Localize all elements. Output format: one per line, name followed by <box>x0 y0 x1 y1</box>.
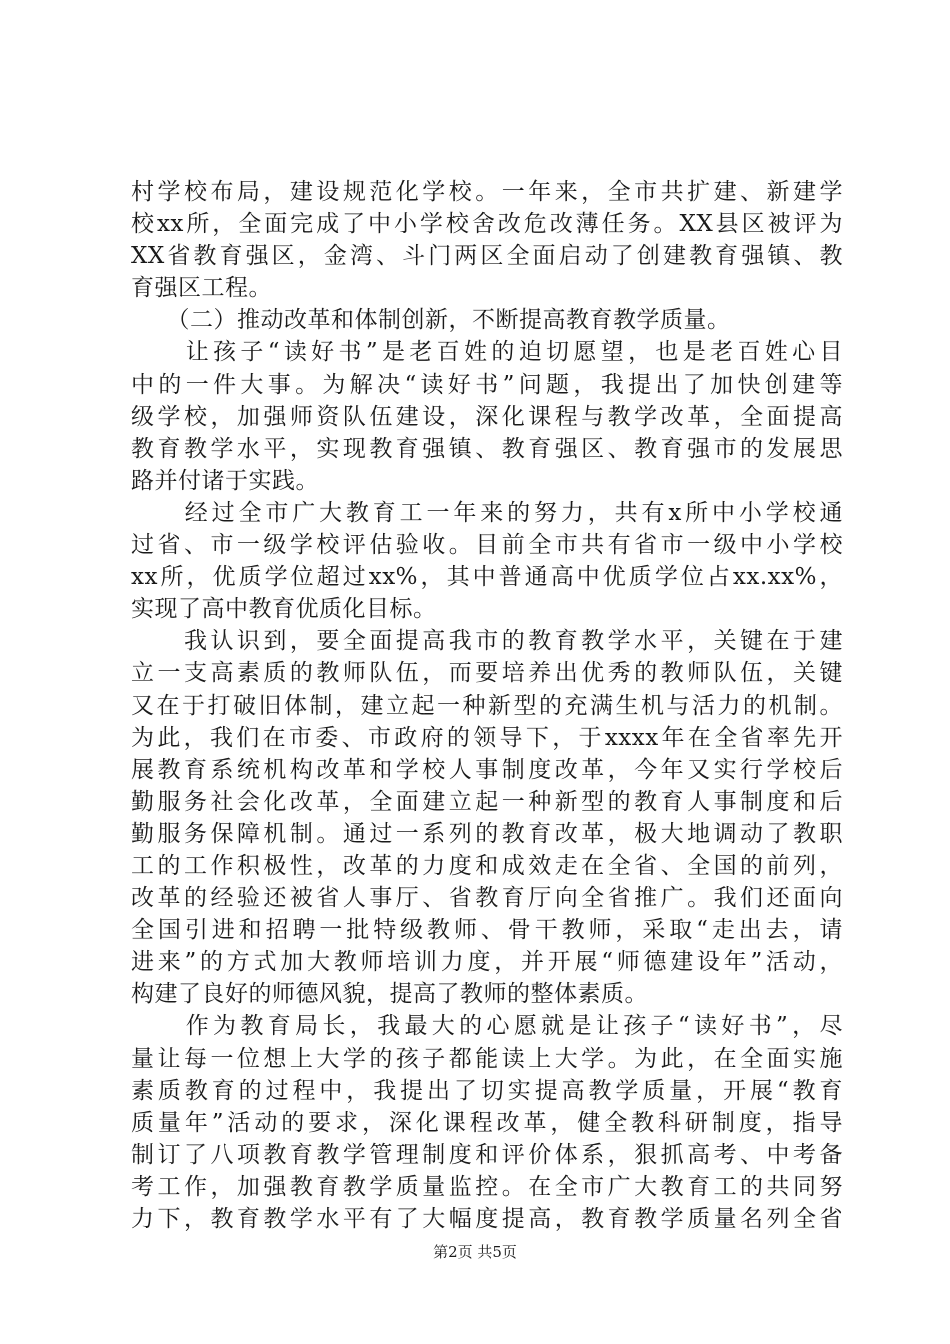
text-line: 制订了八项教育教学管理制度和评价体系，狠抓高考、中考备 <box>131 1141 843 1168</box>
text-line: 展教育系统机构改革和学校人事制度改革，今年又实行学校后 <box>131 756 843 783</box>
text-line: 路并付诸于实践。 <box>131 467 319 494</box>
page-number-footer: 第2页 共5页 <box>433 1243 517 1261</box>
text-line: 校xx所，全面完成了中小学校舍改危改薄任务。XX县区被评为 <box>131 211 843 238</box>
text-line: 过省、市一级学校评估验收。目前全市共有省市一级中小学校 <box>131 532 843 559</box>
text-line: 育强区工程。 <box>131 275 272 302</box>
text-line: 质量年”活动的要求，深化课程改革，健全教科研制度，指导 <box>131 1109 843 1136</box>
text-line: 进来”的方式加大教师培训力度，并开展“师德建设年”活动， <box>131 949 843 976</box>
text-line: 构建了良好的师德风貌，提高了教师的整体素质。 <box>131 981 648 1008</box>
text-line: 工的工作积极性，改革的力度和成效走在全省、全国的前列， <box>131 852 843 879</box>
text-line: 为此，我们在市委、市政府的领导下，于xxxx年在全省率先开 <box>131 724 843 751</box>
text-line: 考工作，加强教育教学质量监控。在全市广大教育工的共同努 <box>131 1173 843 1200</box>
text-line: 又在于打破旧体制，建立起一种新型的充满生机与活力的机制。 <box>131 692 843 719</box>
text-line: 级学校，加强师资队伍建设，深化课程与教学改革，全面提高 <box>131 403 843 430</box>
text-line: 教育教学水平，实现教育强镇、教育强区、教育强市的发展思 <box>131 435 843 462</box>
text-line: （二）推动改革和体制创新，不断提高教育教学质量。 <box>131 307 731 334</box>
text-line: 勤服务社会化改革，全面建立起一种新型的教育人事制度和后 <box>131 788 843 815</box>
text-line: 力下，教育教学水平有了大幅度提高，教育教学质量名列全省 <box>131 1206 843 1232</box>
text-line: 让孩子“读好书”是老百姓的迫切愿望，也是老百姓心目 <box>131 339 843 366</box>
text-line: 勤服务保障机制。通过一系列的教育改革，极大地调动了教职 <box>131 820 843 847</box>
text-line: 实现了高中教育优质化目标。 <box>131 596 437 623</box>
text-line: 作为教育局长，我最大的心愿就是让孩子“读好书”，尽 <box>131 1013 843 1040</box>
text-line: 中的一件大事。为解决“读好书”问题，我提出了加快创建等 <box>131 371 843 398</box>
text-line: xx所，优质学位超过xx%，其中普通高中优质学位占xx.xx%， <box>131 564 843 591</box>
text-line: 全国引进和招聘一批特级教师、骨干教师，采取“走出去，请 <box>131 917 843 944</box>
text-line: 改革的经验还被省人事厅、省教育厅向全省推广。我们还面向 <box>131 885 843 912</box>
text-line: 立一支高素质的教师队伍，而要培养出优秀的教师队伍，关键 <box>131 660 843 687</box>
body-text <box>131 176 843 1235</box>
text-line: 经过全市广大教育工一年来的努力，共有x所中小学校通 <box>131 499 843 526</box>
text-line: 量让每一位想上大学的孩子都能读上大学。为此，在全面实施 <box>131 1045 843 1072</box>
text-line: 我认识到，要全面提高我市的教育教学水平，关键在于建 <box>131 628 843 655</box>
text-line: XX省教育强区，金湾、斗门两区全面启动了创建教育强镇、教 <box>131 243 843 270</box>
text-line: 素质教育的过程中，我提出了切实提高教学质量，开展“教育 <box>131 1077 843 1104</box>
text-line: 村学校布局，建设规范化学校。一年来，全市共扩建、新建学 <box>131 179 843 205</box>
